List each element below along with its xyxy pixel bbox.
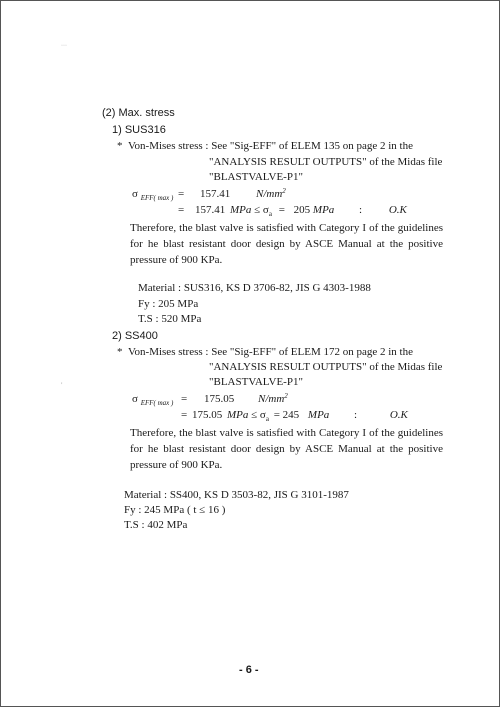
item1-von-line2: "ANALYSIS RESULT OUTPUTS" of the Midas file	[209, 156, 443, 168]
page-number: - 6 -	[239, 664, 259, 676]
item1-sigma-sub: EFF( max )	[140, 194, 174, 202]
item1-allow: 205	[293, 204, 311, 216]
section-title: (2) Max. stress	[102, 107, 175, 119]
item2-von-line1: Von-Mises stress : See "Sig-EFF" of ELEM 172 on page 2 in the	[128, 346, 413, 358]
item1-sub-a: a	[268, 210, 272, 218]
item2-line2-unit: MPa	[226, 409, 249, 421]
header-mark: ···	[61, 43, 67, 49]
item2-unit	[258, 393, 288, 407]
item2-unit-text: N/mm	[258, 393, 285, 405]
item1-fy: Fy : 205 MPa	[138, 298, 199, 310]
item2-von-line3: "BLASTVALVE-P1"	[209, 376, 303, 388]
item2-sigma-sub: EFF( max )	[140, 399, 174, 407]
item2-material: Material : SS400, KS D 3503-82, JIS G 3101-1987	[124, 489, 349, 501]
item1-eq2: =	[278, 204, 285, 216]
item1-line2-eq: =	[178, 204, 185, 216]
item1-eq: =	[178, 188, 185, 200]
item2-allow-unit: MPa	[307, 409, 330, 421]
item1-check-line	[178, 204, 407, 218]
item1-leq: ≤ σ	[254, 204, 269, 216]
item1-material: Material : SUS316, KS D 3706-82, JIS G 4303-1988	[138, 282, 371, 294]
item1-colon: :	[359, 204, 363, 216]
item2-check-line	[181, 409, 408, 423]
margin-mark: ,	[61, 379, 63, 385]
item1-allow-unit: MPa	[312, 204, 335, 216]
item2-therefore: Therefore, the blast valve is satisfied with Category I of the guidelines for he blast resistant door design by ASCE Manual at the positive pressure of 900 KPa.	[130, 427, 443, 471]
item2-heading: 2) SS400	[112, 330, 158, 342]
item1-ts: T.S : 520 MPa	[138, 313, 202, 325]
item2-eq2: = 245	[273, 409, 300, 421]
item1-therefore: Therefore, the blast valve is satisfied with Category I of the guidelines for he blast resistant door design by ASCE Manual at the positive pressure of 900 KPa.	[130, 222, 443, 266]
item1-value: 157.41	[200, 188, 231, 200]
item2-leq: ≤ σ	[251, 409, 266, 421]
item2-unit-sup: 2	[284, 392, 288, 400]
item1-unit-text: N/mm	[256, 188, 283, 200]
item2-colon: :	[354, 409, 358, 421]
item1-von-line1: Von-Mises stress : See "Sig-EFF" of ELEM 135 on page 2 in the	[128, 140, 413, 152]
item2-value: 175.05	[204, 393, 235, 405]
item2-line2-eq: =	[181, 409, 188, 421]
item2-ok: O.K	[389, 409, 408, 421]
item1-line2-unit: MPa	[229, 204, 252, 216]
item1-unit-sup: 2	[282, 187, 286, 195]
item1-line2-value: 157.41	[194, 204, 226, 216]
item1-bullet: *	[117, 140, 123, 152]
item2-line2-value: 175.05	[191, 409, 223, 421]
item2-sigma: σ	[132, 393, 138, 405]
item1-ok: O.K	[388, 204, 407, 216]
item2-fy: Fy : 245 MPa ( t ≤ 16 )	[124, 504, 226, 516]
item2-sub-a: a	[265, 415, 269, 423]
item1-sigma-label	[132, 188, 173, 202]
item1-von-line3: "BLASTVALVE-P1"	[209, 171, 303, 183]
item1-heading: 1) SUS316	[112, 124, 166, 136]
item2-bullet: *	[117, 346, 123, 358]
item2-eq: =	[181, 393, 188, 405]
item2-von-line2: "ANALYSIS RESULT OUTPUTS" of the Midas file	[209, 361, 443, 373]
item1-unit	[256, 188, 286, 202]
item1-sigma: σ	[132, 188, 138, 200]
item2-sigma-label	[132, 393, 173, 407]
item2-ts: T.S : 402 MPa	[124, 519, 188, 531]
